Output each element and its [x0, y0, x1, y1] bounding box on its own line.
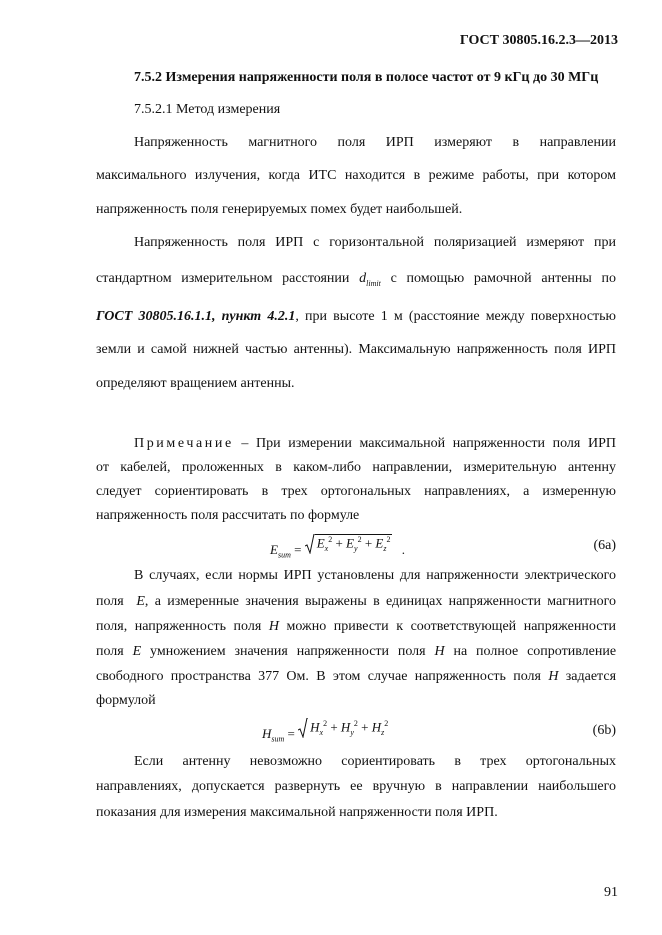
equation-6a	[270, 534, 405, 560]
note-line-1	[134, 436, 616, 452]
paragraph-2-line-2	[96, 271, 616, 292]
eq-a-sqrt	[305, 534, 393, 554]
eq-b-term-1-sup: 2	[323, 719, 328, 728]
paragraph-3-line-6: формулой	[96, 693, 156, 708]
eq-b-term-1-sub: x	[319, 727, 324, 737]
paragraph-3-line-4	[96, 644, 616, 660]
paragraph-3-text-h: свободного пространства 377 Ом. В этом случае напряженность поля	[96, 669, 541, 684]
eq-b-term-2-sup: 2	[353, 719, 358, 728]
paragraph-4-line-2: направлениях, допускается развернуть ее вручную в направлении наибольшего	[96, 779, 616, 794]
eq-b-term-3-sup: 2	[384, 719, 389, 728]
symbol-h: H	[548, 669, 559, 684]
paragraph-2-text-b: с помощью рамочной антенны по	[390, 271, 617, 286]
equation-6a-number: (6a)	[593, 538, 616, 553]
eq-a-plus-1: +	[335, 535, 343, 551]
paragraph-3-text-g: на полное сопротивление	[453, 644, 617, 659]
paragraph-2-line-5: определяют вращением антенны.	[96, 376, 295, 391]
eq-b-term-2-sub: y	[350, 727, 354, 737]
distance-symbol-subscript: limit	[366, 278, 381, 288]
eq-a-term-3: E	[375, 535, 384, 551]
eq-a-term-3-sup: 2	[386, 535, 391, 544]
section-title: 7.5.2 Измерения напряженности поля в полосе частот от 9 кГц до 30 МГц	[134, 70, 599, 85]
eq-a-lhs-letter: E	[270, 542, 278, 557]
eq-b-term-3-sub: z	[381, 727, 385, 737]
eq-b-lhs-letter: H	[262, 726, 272, 741]
paragraph-3-text-b: , а измеренные значения выражены в единицах напряженности магнитного	[144, 594, 616, 609]
eq-a-term-2: E	[346, 535, 354, 551]
eq-a-period: .	[401, 542, 405, 557]
symbol-e: E	[132, 644, 142, 659]
paragraph-3-text-d: можно привести к соответствующей напряженности	[286, 619, 617, 634]
eq-a-term-2-sub: y	[354, 543, 358, 553]
eq-a-lhs-subscript: sum	[277, 550, 291, 560]
eq-b-radicand	[308, 718, 390, 738]
page-number: 91	[604, 885, 618, 900]
eq-a-equals: =	[294, 542, 302, 557]
distance-symbol-letter: d	[359, 271, 367, 286]
sqrt-icon	[305, 534, 315, 554]
paragraph-2-text-a: стандартном измерительном расстоянии	[96, 271, 350, 286]
eq-b-lhs-subscript: sum	[271, 734, 285, 744]
paragraph-3-line-2	[96, 594, 616, 610]
eq-a-term-2-sup: 2	[357, 535, 362, 544]
paragraph-1-line-3: напряженность поля генерируемых помех будет наибольшей.	[96, 202, 463, 217]
subsection-title: 7.5.2.1 Метод измерения	[134, 102, 281, 117]
paragraph-4-line-1: Если антенну невозможно сориентировать в трех ортогональных	[134, 754, 616, 769]
note-label: Примечание	[134, 436, 234, 451]
equation-6b	[262, 718, 390, 744]
paragraph-3-line-5	[96, 669, 616, 685]
standard-reference: ГОСТ 30805.16.1.1, пункт 4.2.1	[96, 309, 296, 324]
eq-b-term-2: H	[340, 719, 351, 735]
eq-b-lhs	[262, 726, 285, 744]
paragraph-3-line-1: В случаях, если нормы ИРП установлены для напряженности электрического	[134, 568, 616, 583]
eq-b-term-1: H	[310, 719, 320, 735]
paragraph-2-text-c: , при высоте 1 м (расстояние между поверхностью	[295, 309, 616, 324]
paragraph-2-line-1: Напряженность поля ИРП с горизонтальной поляризацией измеряют при	[134, 235, 616, 250]
paragraph-3-text-a: поля	[96, 594, 124, 609]
note-line-4: напряженность поля рассчитать по формуле	[96, 508, 360, 523]
paragraph-3-text-e: поля	[96, 644, 124, 659]
note-text-a: – При измерении максимальной напряженности поля ИРП	[233, 436, 616, 451]
eq-a-term-1-sup: 2	[328, 535, 333, 544]
paragraph-3-line-3	[96, 619, 616, 635]
eq-b-plus-1: +	[330, 719, 338, 735]
eq-b-equals: =	[287, 726, 295, 741]
note-line-3: следует сориентировать в трех ортогональных направлениях, а измеренную	[96, 484, 616, 499]
paragraph-3-text-i: задается	[565, 669, 617, 684]
distance-symbol	[359, 271, 381, 286]
symbol-h: H	[434, 644, 445, 659]
document-header: ГОСТ 30805.16.2.3—2013	[459, 33, 618, 48]
eq-a-lhs	[270, 542, 291, 560]
sqrt-icon	[298, 718, 308, 738]
symbol-h: H	[268, 619, 279, 634]
paragraph-4-line-3: показания для измерения максимальной напряженности поля ИРП.	[96, 805, 498, 820]
eq-a-term-3-sub: z	[383, 543, 387, 553]
paragraph-1-line-1: Напряженность магнитного поля ИРП измеряют в направлении	[134, 135, 616, 150]
eq-b-sqrt	[298, 718, 390, 738]
eq-a-radicand	[315, 534, 393, 554]
paragraph-3-text-f: умножением значения напряженности поля	[150, 644, 426, 659]
paragraph-3-text-c: поля, напряженность поля	[96, 619, 262, 634]
eq-a-term-1: E	[316, 535, 325, 551]
paragraph-2-line-3	[96, 309, 616, 325]
eq-b-term-3: H	[371, 719, 382, 735]
eq-a-plus-2: +	[364, 535, 373, 551]
eq-b-plus-2: +	[361, 719, 369, 735]
symbol-e: E	[136, 594, 145, 609]
note-line-2: от кабелей, проложенных в каком-либо направлении, измерительную антенну	[96, 460, 616, 475]
equation-6b-number: (6b)	[592, 723, 616, 738]
paragraph-1-line-2: максимального излучения, когда ИТС находится в режиме работы, при котором	[96, 168, 616, 183]
paragraph-2-line-4: земли и самой нижней частью антенны). Максимальную напряженность поля ИРП	[96, 342, 616, 357]
eq-a-term-1-sub: x	[324, 543, 329, 553]
